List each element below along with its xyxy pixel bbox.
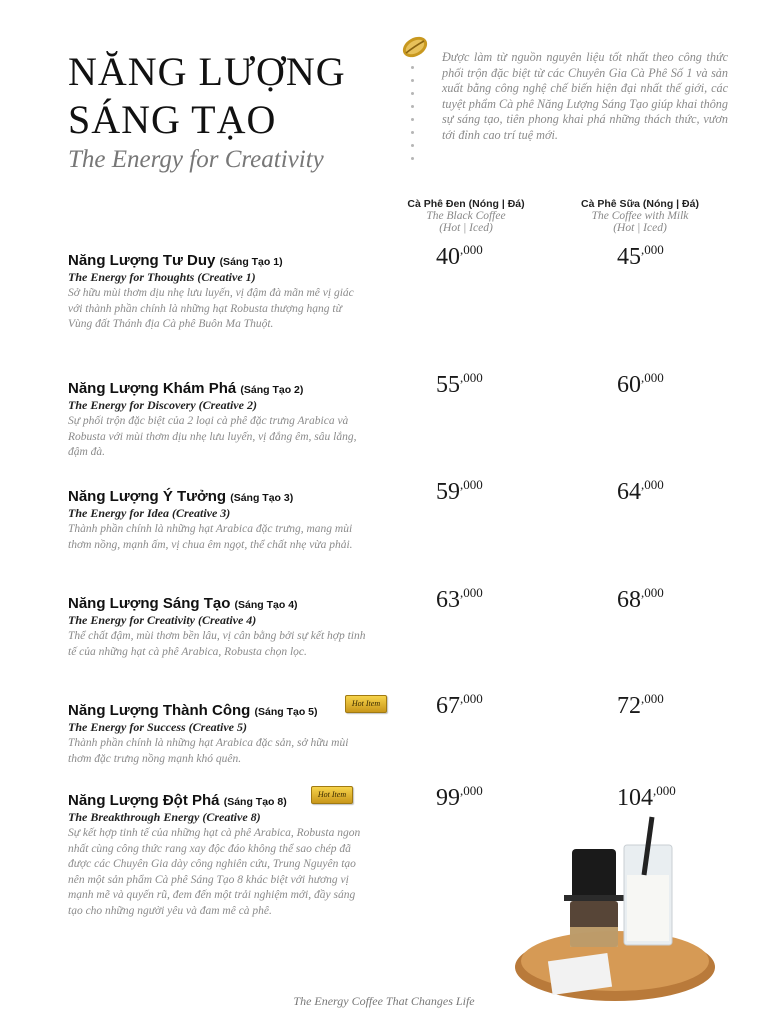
item-name: Năng Lượng Khám Phá (Sáng Tạo 2) bbox=[68, 380, 304, 397]
item-name: Năng Lượng Tư Duy (Sáng Tạo 1) bbox=[68, 252, 283, 269]
item-english-name: The Breakthrough Energy (Creative 8) bbox=[68, 810, 261, 824]
page-title bbox=[68, 48, 346, 144]
title-line-2: SÁNG TẠO bbox=[68, 97, 277, 142]
price-black: $59^{,000}$ bbox=[436, 477, 483, 505]
item-english-name: The Energy for Success (Creative 5) bbox=[68, 720, 247, 734]
footer-tagline: The Energy Coffee That Changes Life bbox=[293, 994, 475, 1008]
item-english-name: The Energy for Thoughts (Creative 1) bbox=[68, 270, 256, 284]
title-line-1: NĂNG LƯỢNG bbox=[68, 49, 346, 94]
menu-item bbox=[68, 792, 368, 919]
price-milk: $72^{,000}$ bbox=[617, 691, 664, 719]
item-name: Năng Lượng Ý Tưởng (Sáng Tạo 3) bbox=[68, 488, 294, 505]
price-black: $55^{,000}$ bbox=[436, 370, 483, 398]
hot-item-badge: Hot Item bbox=[311, 786, 353, 804]
item-description: Thành phần chính là những hạt Arabica đặc trưng, mang mùi thơm nồng, mạnh ấm, vị chua êm ngọt, thể chất nhẹ vừa phải. bbox=[68, 523, 353, 551]
decorative-dots bbox=[411, 66, 415, 170]
menu-item bbox=[68, 488, 368, 553]
item-english-name: The Energy for Idea (Creative 3) bbox=[68, 506, 231, 520]
price-milk: $45^{,000}$ bbox=[617, 242, 664, 270]
coffee-bean-icon bbox=[399, 34, 431, 60]
price-black: $67^{,000}$ bbox=[436, 691, 483, 719]
menu-item bbox=[68, 595, 368, 660]
item-name: Năng Lượng Sáng Tạo (Sáng Tạo 4) bbox=[68, 595, 298, 612]
intro-text: Được làm từ nguồn nguyên liệu tốt nhất theo công thức phối trộn đặc biệt từ các Chuyên Gia Cà Phê Số 1 và sản xuất bằng công nghệ chế biến hiện đại nhất thế giới, các tuyệt phẩm Cà phê Năng Lượng Sáng Tạo giúp khai thông sự sáng tạo, tiên phong khai phá những thách thức, vươn tới đỉnh cao trí tuệ mới. bbox=[442, 50, 728, 142]
item-description: Thành phần chính là những hạt Arabica đặc sản, sở hữu mùi thơm đặc trưng nồng mạnh khó quên. bbox=[68, 737, 349, 765]
coffee-product-photo bbox=[512, 815, 718, 1005]
item-name: Năng Lượng Đột Phá (Sáng Tạo 8) bbox=[68, 792, 287, 809]
item-english-name: The Energy for Creativity (Creative 4) bbox=[68, 613, 257, 627]
price-black: $63^{,000}$ bbox=[436, 585, 483, 613]
column-header-milk: Cà Phê Sữa (Nóng | Đá) The Coffee with Milk (Hot | Iced) bbox=[581, 198, 699, 234]
price-milk: $68^{,000}$ bbox=[617, 585, 664, 613]
page-subtitle: The Energy for Creativity bbox=[68, 146, 324, 173]
menu-item bbox=[68, 380, 368, 461]
item-description: Sở hữu mùi thơm dịu nhẹ lưu luyến, vị đậm đà mãn mê vị giác với thành phần chính là những hạt Robusta thượng hạng từ Vùng đất Thánh địa Cà phê Buôn Ma Thuột. bbox=[68, 287, 354, 330]
menu-item bbox=[68, 252, 368, 333]
item-english-name: The Energy for Discovery (Creative 2) bbox=[68, 398, 257, 412]
item-description: Thể chất đậm, mùi thơm bền lâu, vị cân bằng bởi sự kết hợp tinh tế của những hạt cà phê Arabica, Robusta chọn lọc. bbox=[68, 630, 366, 658]
price-milk: $60^{,000}$ bbox=[617, 370, 664, 398]
column-header-black: Cà Phê Đen (Nóng | Đá) The Black Coffee (Hot | Iced) bbox=[407, 198, 525, 234]
menu-item bbox=[68, 702, 368, 767]
item-description: Sự phối trộn đặc biệt của 2 loại cà phê đặc trưng Arabica và Robusta với mùi thơm dịu nhẹ lưu luyến, vị đắng êm, sâu lắng, đậm đà. bbox=[68, 415, 357, 458]
price-milk: $104^{,000}$ bbox=[617, 783, 676, 811]
item-description: Sự kết hợp tinh tế của những hạt cà phê Arabica, Robusta ngon nhất cùng công thức rang xay độc đáo không thể sao chép đã được các Chuyên Gia dày công nghiên cứu, Trung Nguyên tạo nên một sản phẩm Cà phê Sáng Tạo 8 khác biệt với hương vị mạnh mẽ và quyến rũ, đem đến một trải nghiệm mới, đầy sáng tạo cho những người yêu và đam mê cà phê. bbox=[68, 827, 361, 917]
price-black: $99^{,000}$ bbox=[436, 783, 483, 811]
price-black: $40^{,000}$ bbox=[436, 242, 483, 270]
price-milk: $64^{,000}$ bbox=[617, 477, 664, 505]
hot-item-badge: Hot Item bbox=[345, 695, 387, 713]
item-name: Năng Lượng Thành Công (Sáng Tạo 5) bbox=[68, 702, 318, 719]
